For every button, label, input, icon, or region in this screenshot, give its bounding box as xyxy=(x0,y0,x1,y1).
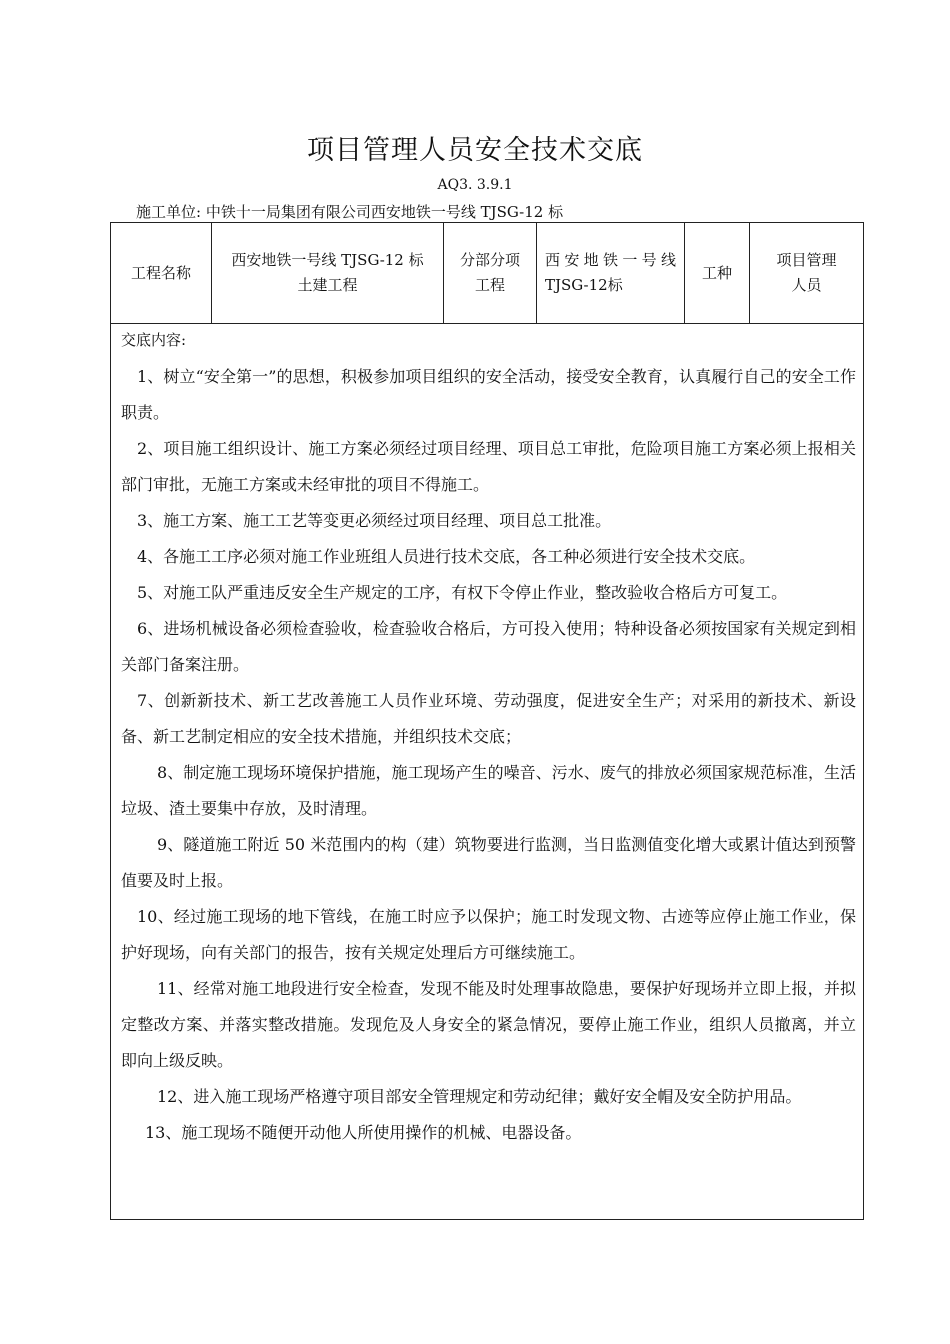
project-name-value: 西安地铁一号线 TJSG-12 标土建工程 xyxy=(212,223,444,323)
list-item: 11、经常对施工地段进行安全检查，发现不能及时处理事故隐患，要保护好现场并立即上报，并拟定整改方案、并落实整改措施。发现危及人身安全的紧急情况，要停止施工作业，组织人员撤离，并立即向上级反映。 xyxy=(121,979,856,1070)
disclosure-table xyxy=(110,222,864,1220)
list-item: 8、制定施工现场环境保护措施，施工现场产生的噪音、污水、废气的排放必须国家规范标准，生活垃圾、渣土要集中存放，及时清理。 xyxy=(121,763,856,818)
list-item: 7、创新新技术、新工艺改善施工人员作业环境、劳动强度，促进安全生产；对采用的新技术、新设备、新工艺制定相应的安全技术措施，并组织技术交底； xyxy=(121,691,856,746)
list-item: 9、隧道施工附近 50 米范围内的构（建）筑物要进行监测，当日监测值变化增大或累计值达到预警值要及时上报。 xyxy=(121,835,856,890)
construction-unit: 施工单位: 中铁十一局集团有限公司西安地铁一号线 TJSG-12 标 xyxy=(136,203,564,221)
list-item: 10、经过施工现场的地下管线，在施工时应予以保护；施工时发现文物、古迹等应停止施工作业，保护好现场，向有关部门的报告，按有关规定处理后方可继续施工。 xyxy=(121,907,856,962)
list-item: 5、对施工队严重违反安全生产规定的工序，有权下令停止作业，整改验收合格后方可复工。 xyxy=(137,583,788,602)
content-label: 交底内容: xyxy=(121,331,187,349)
document-title: 项目管理人员安全技术交底 xyxy=(307,135,643,166)
list-item: 13、施工现场不随便开动他人所使用操作的机械、电器设备。 xyxy=(145,1123,582,1142)
list-item: 6、进场机械设备必须检查验收，检查验收合格后，方可投入使用；特种设备必须按国家有关规定到相关部门备案注册。 xyxy=(121,619,856,674)
disclosure-content xyxy=(121,330,856,1151)
trade-label: 工种 xyxy=(685,223,750,323)
table-header-row xyxy=(111,223,863,324)
sub-project-label: 分部分项工程 xyxy=(444,223,537,323)
trade-value: 项目管理人员 xyxy=(776,251,837,294)
list-item: 1、树立“安全第一”的思想，积极参加项目组织的安全活动，接受安全教育，认真履行自己的安全工作职责。 xyxy=(121,367,856,422)
document-code: AQ3. 3.9.1 xyxy=(437,177,513,193)
list-item: 4、各施工工序必须对施工作业班组人员进行技术交底，各工种必须进行安全技术交底。 xyxy=(137,547,756,566)
list-item: 2、项目施工组织设计、施工方案必须经过项目经理、项目总工审批，危险项目施工方案必须上报相关部门审批，无施工方案或未经审批的项目不得施工。 xyxy=(121,439,856,494)
list-item: 3、施工方案、施工工艺等变更必须经过项目经理、项目总工批准。 xyxy=(137,511,612,530)
sub-project-value: 西安地铁一号线 TJSG-12标 xyxy=(537,223,685,323)
list-item: 12、进入施工现场严格遵守项目部安全管理规定和劳动纪律；戴好安全帽及安全防护用品。 xyxy=(157,1087,802,1106)
project-name-label: 工程名称 xyxy=(111,223,212,323)
